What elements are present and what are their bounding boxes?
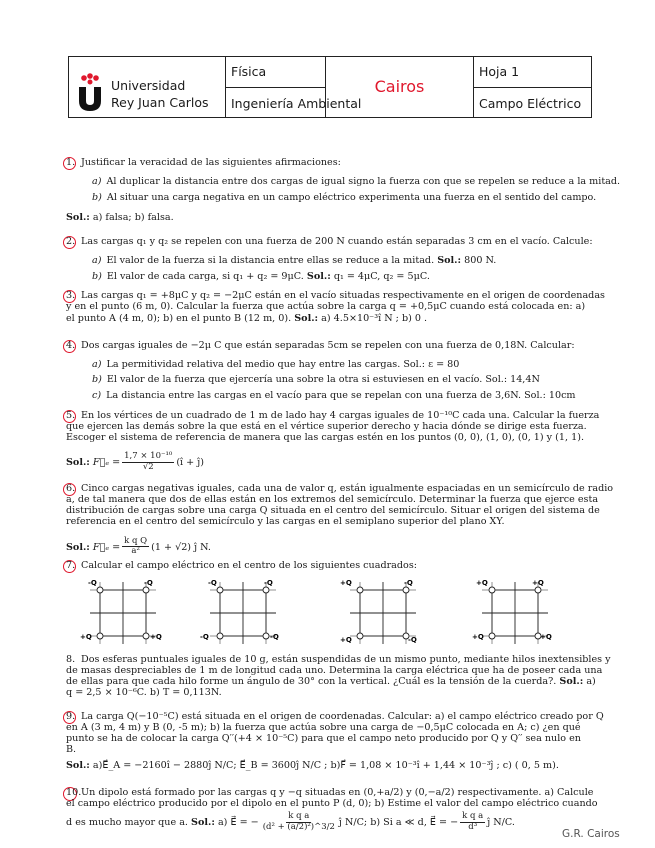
- problem-7: [66, 560, 588, 572]
- solution-label: Sol.:: [306, 271, 331, 283]
- charge-label: -Q: [144, 579, 153, 587]
- footer-author: G.R. Cairos: [562, 828, 620, 840]
- solution-text: 800 N.: [464, 254, 497, 266]
- solution-label: Sol.:: [294, 312, 319, 324]
- solution-text: a): [586, 676, 596, 688]
- solution-lhs: F⃗ₑ =: [92, 541, 121, 553]
- problem-statement: el campo eléctrico producido por el dipolo en el punto P (d, 0); b) Estime el valor del campo eléctrico cuando: [66, 798, 598, 810]
- problem-8: [66, 654, 611, 699]
- solution-text: q₁ = 4μC, q₂ = 5μC.: [333, 271, 430, 283]
- item-label: a): [92, 358, 102, 370]
- fraction-denominator: (d² + (a/2)²)^3/2: [262, 822, 335, 833]
- solution-text: ĵ N/C.: [487, 817, 515, 829]
- problem-statement: de masas despreciables de 1 m de longitud cada uno. Determina la carga eléctrica que ha de poseer cada una: [66, 665, 603, 677]
- problem-statement: punto se ha de colocar la carga Q′′(+4 × 10⁻⁵C) para que el campo neto producido por Q y Q′′ sea nulo en: [66, 733, 581, 745]
- fraction-denominator: √2: [142, 462, 154, 473]
- problem-1: [66, 157, 621, 224]
- problem-statement: Cinco cargas negativas iguales, cada una de valor q, están igualmente espaciadas en un semicírculo de radio: [81, 483, 614, 494]
- solution-text: a) falsa; b) falsa.: [92, 212, 174, 224]
- charge-square-1: [80, 576, 160, 646]
- problem-statement: distribución de cargas sobre una carga Q situada en el centro del semicírculo. Situar el origen del sistema de: [66, 505, 600, 517]
- solution-label: Sol.:: [66, 212, 90, 224]
- problem-statement: Un dipolo está formado por las cargas q y −q situadas en (0,+a/2) y (0,−a/2) respectivamente. a) Calcule: [81, 787, 594, 798]
- charge-label: -Q: [408, 636, 417, 644]
- fraction-numerator: k q Q: [124, 535, 148, 546]
- problem-statement: y en el punto (6 m, 0). Calcular la fuerza que actúa sobre la carga q = +0,5μC cuando está colocada en: a): [66, 301, 586, 313]
- problem-statement: Justificar la veracidad de las siguientes afirmaciones:: [81, 157, 341, 168]
- item-label: b): [92, 192, 102, 204]
- header-author-cell: [326, 57, 474, 117]
- problem-number: 5.: [66, 410, 76, 421]
- problem-number: 3.: [66, 290, 76, 301]
- problem-statement: Calcular el campo eléctrico en el centro de los siguientes cuadrados:: [81, 560, 417, 571]
- problem-statement: d es mucho mayor que a.: [66, 817, 188, 829]
- problem-statement: Las cargas q₁ = +8μC y q₂ = −2μC están en el vacío situadas respectivamente en el origen de coordenadas: [81, 290, 605, 301]
- solution-label: Sol.:: [191, 817, 215, 829]
- item-text: El valor de cada carga, si q₁ + q₂ = 9μC.: [106, 271, 304, 283]
- problem-statement: en A (3 m, 4 m) y B (0, -5 m); b) la fuerza que actúa sobre una carga de −0,5μC colocada en A; c) ¿en qué: [66, 722, 581, 734]
- problem-statement: el punto A (4 m, 0); b) en el punto B (12 m, 0).: [66, 312, 292, 324]
- problem-number: 6.: [66, 483, 76, 494]
- charge-label: -Q: [404, 579, 413, 587]
- charge-label: -Q: [88, 579, 97, 587]
- problem-statement: En los vértices de un cuadrado de 1 m de lado hay 4 cargas iguales de 10⁻¹⁰C cada una. Calcular la fuerza: [81, 410, 600, 421]
- solution-text: a) E⃗ = −: [217, 817, 259, 829]
- solution-fraction: [122, 537, 149, 558]
- problem-number: 9.: [66, 711, 76, 722]
- charge-label: +Q: [476, 579, 488, 587]
- header-subject-cell: [226, 57, 362, 117]
- problem-5: [66, 410, 600, 473]
- fraction-denominator: d³: [468, 822, 478, 833]
- problem-statement: Las cargas q₁ y q₂ se repelen con una fuerza de 200 N cuando están separadas 3 cm en el vacío. Calcule:: [81, 236, 593, 247]
- charge-label: +Q: [80, 633, 92, 641]
- author-name: Cairos: [374, 77, 425, 97]
- solution-fraction: [261, 812, 337, 833]
- problem-statement: Dos cargas iguales de −2μ C que están separadas 5cm se repelen con una fuerza de 0,18N. Calcular:: [81, 340, 575, 351]
- solution-text: a)E⃗_A = −2160î − 2880ĵ N/C; E⃗_B = 3600ĵ N/C ; b)F⃗ = 1,08 × 10⁻³î + 1,44 × 10⁻³ĵ ; c) ( 0, 5 m).: [92, 759, 559, 771]
- fraction-denominator: a²: [131, 546, 140, 557]
- charge-square-3: [340, 576, 420, 646]
- item-text: Al duplicar la distancia entre dos cargas de igual signo la fuerza con que se repelen se reduce a la mitad.: [106, 175, 621, 187]
- solution-label: Sol.:: [66, 541, 90, 553]
- item-label: a): [92, 254, 102, 266]
- fraction-numerator: k q a: [288, 811, 310, 822]
- item-text: La permitividad relativa del medio que hay entre las cargas. Sol.: ε = 80: [106, 358, 460, 370]
- topic: Campo Eléctrico: [479, 95, 582, 111]
- charge-square-2: [200, 576, 280, 646]
- problem-statement: a, de tal manera que dos de ellas están en los extremos del semicírculo. Determinar la fuerza que ejerce esta: [66, 494, 599, 506]
- problem-number: 8.: [66, 654, 76, 665]
- square-grid-diagram: [80, 576, 160, 646]
- square-grid-diagram: [200, 576, 280, 646]
- item-label: c): [92, 390, 102, 402]
- solution-label: Sol.:: [66, 759, 90, 771]
- problem-statement: Escoger el sistema de referencia de manera que las cargas estén en los puntos (0, 0), (1, 0), (0, 1) y (1, 1).: [66, 432, 584, 444]
- item-text: La distancia entre las cargas en el vacío para que se repelan con una fuerza de 3,6N. Sol.: 10cm: [106, 390, 576, 402]
- problem-number: 7.: [66, 560, 76, 571]
- problem-statement: B.: [66, 744, 77, 756]
- item-label: b): [92, 271, 102, 283]
- problem-statement: Dos esferas puntuales iguales de 10 g, están suspendidas de un mismo punto, mediante hilos inextensibles y: [81, 654, 611, 665]
- degree: Ingeniería Ambiental: [231, 95, 362, 111]
- problem-10: [66, 787, 598, 833]
- problem-number: 2.: [66, 236, 76, 247]
- item-text: El valor de la fuerza que ejercería una sobre la otra si estuviesen en el vacío. Sol.: 14,4N: [106, 374, 540, 386]
- solution-label: Sol.:: [559, 676, 584, 688]
- item-text: El valor de la fuerza si la distancia entre ellas se reduce a la mitad.: [106, 254, 435, 266]
- subject: Física: [226, 57, 325, 88]
- university-logo: [69, 57, 226, 117]
- urjc-logo-icon: [78, 73, 102, 111]
- solution-fraction: [460, 812, 485, 833]
- solution-text: a) 4.5×10⁻³î N ; b) 0 .: [321, 312, 428, 324]
- problem-2: [66, 236, 593, 283]
- header-sheet-cell: [474, 57, 591, 117]
- header-table: [68, 56, 592, 118]
- charge-label: -Q: [200, 633, 209, 641]
- charge-label: +Q: [340, 579, 352, 587]
- logo-line-1: Universidad: [111, 78, 186, 93]
- solution-text: q = 2,5 × 10⁻⁶C. b) T = 0,113N.: [66, 687, 222, 699]
- solution-lhs: F⃗ₑ =: [92, 457, 121, 469]
- problem-4: [66, 340, 588, 402]
- problem-number: 4.: [66, 340, 76, 351]
- charge-label: -Q: [208, 579, 217, 587]
- solution-text: ĵ N/C; b) Si a ≪ d, E⃗ = −: [338, 817, 459, 829]
- fraction-numerator: 1,7 × 10⁻¹⁰: [124, 451, 173, 462]
- problem-number: 10.: [66, 787, 82, 798]
- solution-rhs: (î + ĵ): [176, 457, 204, 469]
- logo-line-2: Rey Juan Carlos: [111, 95, 209, 110]
- charge-label: +Q: [472, 633, 484, 641]
- charge-label: -Q: [270, 633, 279, 641]
- problem-statement: que ejercen las demás sobre la que está en el vértice superior derecho y hacia dónde se dirige esta fuerza.: [66, 421, 587, 433]
- item-text: Al situar una carga negativa en un campo eléctrico experimenta una fuerza en el sentido del campo.: [106, 192, 597, 204]
- solution-label: Sol.:: [66, 457, 90, 469]
- problem-number: 1.: [66, 157, 76, 168]
- fraction-numerator: k q a: [462, 811, 484, 822]
- charge-label: +Q: [150, 633, 162, 641]
- charge-label: +Q: [540, 633, 552, 641]
- square-grid-diagram: [472, 576, 552, 646]
- solution-rhs: (1 + √2) ĵ N.: [151, 541, 211, 553]
- sheet-number: Hoja 1: [474, 57, 591, 88]
- charge-label: +Q: [340, 636, 352, 644]
- item-label: a): [92, 175, 102, 187]
- solution-fraction: [122, 452, 174, 473]
- problem-6: [66, 483, 614, 557]
- item-label: b): [92, 374, 102, 386]
- problem-statement: La carga Q(−10⁻⁵C) está situada en el origen de coordenadas. Calcular: a) el campo eléctrico creado por Q: [81, 711, 604, 722]
- problem-statement: referencia en el centro del semicírculo y las cargas en el semiplano superior del plano XY.: [66, 516, 505, 528]
- charge-label: +Q: [532, 579, 544, 587]
- square-grid-diagram: [340, 576, 420, 646]
- problem-3: [66, 290, 605, 324]
- problem-statement: de ellas para que cada hilo forme un ángulo de 30° con la vertical. ¿Cuál es la tensión de la cuerda?.: [66, 676, 557, 688]
- charge-label: -Q: [264, 579, 273, 587]
- charge-square-4: [472, 576, 552, 646]
- solution-label: Sol.:: [437, 254, 462, 266]
- problem-9: [66, 711, 604, 771]
